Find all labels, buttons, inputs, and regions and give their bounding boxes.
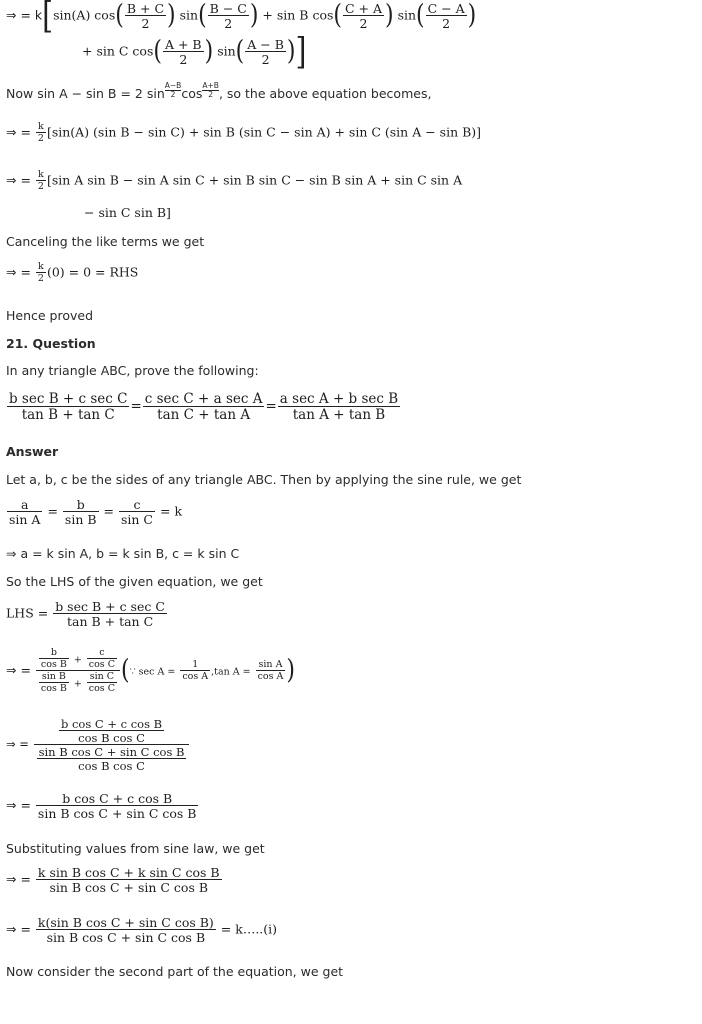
question-heading: 21. Question <box>6 336 96 351</box>
fraction: $\frac{b}{\text{cos B}}$ <box>40 647 67 670</box>
implies-equals: ⇒ = k <box>6 7 43 23</box>
equation-line: ⇒ = $\frac{b}{\text{cos B}}$ + $\frac{c}{\text{cos C}}$ $\frac{\text{sin B}}{\text{cos B}}$ + $\frac{\text{sin C}}{\text{cos C}}$ (∵ sec A = $\frac{1}{\text{cos A}}$ ,tan A = $\frac{\text{sin A}}{\text{cos A}}$ ) <box>6 647 295 694</box>
fraction: $\frac{\text{c sec C + a sec A}}{\text{tan C + tan A}}$ <box>144 391 263 424</box>
paragraph: ⇒ a = k sin A, b = k sin B, c = k sin C <box>6 546 240 561</box>
equation-line: − sin C sin B] <box>84 205 171 220</box>
identity-text: Now sin A − sin B = 2 sin $\frac{A-B}{2}$ cos $\frac{A+B}{2}$ , so the above equation becomes, <box>6 81 432 101</box>
fraction: $\frac{\text{sin C}}{\text{cos C}}$ <box>88 670 115 694</box>
term: + sin C cos <box>82 43 154 59</box>
fraction: $\frac{k}{2}$ <box>37 121 44 144</box>
fraction: $\frac{a}{\text{sin A}}$ <box>9 497 41 528</box>
fraction: $\frac{\text{sin B cos C + sin C cos B}}{\text{cos B cos C}}$ <box>38 745 185 774</box>
equation-line: ⇒ = $\frac{k}{2}$ (0) = 0 = RHS <box>6 261 139 284</box>
answer-heading: Answer <box>6 444 59 459</box>
paragraph: Canceling the like terms we get <box>6 234 205 249</box>
paragraph: Hence proved <box>6 308 94 323</box>
equation-line: $\frac{a}{\text{sin A}}$ = $\frac{b}{\text{sin B}}$ = $\frac{c}{\text{sin C}}$ = k <box>9 497 183 528</box>
equation-line: ⇒ = k[sin(A) cos( $\frac{B + C}{2}$ ) sin( $\frac{B - C}{2}$ ) + sin B cos( $\frac{C + A}{2}$ ) sin( $\frac{C - A}{2}$ ) <box>6 2 476 30</box>
term: + sin B cos <box>262 7 334 23</box>
term: sin(A) cos <box>53 7 116 23</box>
fraction: $\frac{B + C}{2}$ <box>126 1 165 32</box>
fraction: $\frac{c}{\text{sin C}}$ <box>121 497 154 528</box>
fraction: $\frac{k}{2}$ <box>37 169 44 192</box>
equation-line: LHS = $\frac{\text{b sec B + c sec C}}{\text{tan B + tan C}}$ <box>6 599 165 630</box>
fraction: $\frac{\text{b sec B + c sec C}}{\text{tan B + tan C}}$ <box>9 391 128 424</box>
paragraph: So the LHS of the given equation, we get <box>6 574 263 589</box>
paragraph: Substituting values from sine law, we get <box>6 841 265 856</box>
fraction: $\frac{\text{b cos C + c cos B}}{\text{cos B cos C}}$ <box>60 717 163 746</box>
equation-line: ⇒ = $\frac{\text{k(sin B cos C + sin C cos B)}}{\text{sin B cos C + sin C cos B}}$ = k…..(i) <box>6 915 278 946</box>
fraction: $\frac{\text{b cos C + c cos B}}{\text{sin B cos C + sin C cos B}}$ <box>37 791 197 822</box>
paragraph: Now consider the second part of the equation, we get <box>6 964 344 979</box>
term: sin <box>397 7 417 23</box>
equation-line: + sin C cos( $\frac{A + B}{2}$ ) sin( $\frac{A - B}{2}$ )] <box>82 30 307 73</box>
equation-line: ⇒ = $\frac{\text{b cos C + c cos B}}{\text{sin B cos C + sin C cos B}}$ <box>6 791 197 822</box>
open-bracket: [ <box>42 0 54 37</box>
equation-line: ⇒ = $\frac{\text{k sin B cos C + k sin C cos B}}{\text{sin B cos C + sin C cos B}}$ <box>6 865 220 896</box>
fraction: $\frac{A + B}{2}$ <box>164 37 202 68</box>
question-text: In any triangle ABC, prove the following: <box>6 363 259 378</box>
fraction: $\frac{b}{\text{sin B}}$ <box>64 497 97 528</box>
equation-line: ⇒ = $\frac{k}{2}$ [sin A sin B − sin A sin C + sin B sin C − sin B sin A + sin C sin A <box>6 169 463 192</box>
fraction: $\frac{\text{k(sin B cos C + sin C cos B)}}{\text{sin B cos C + sin C cos B}}$ <box>37 915 214 946</box>
fraction: $\frac{\text{sin A}}{\text{cos A}}$ <box>257 658 284 682</box>
fraction: $\frac{\text{sin B}}{\text{cos B}}$ <box>40 670 67 694</box>
compound-fraction <box>34 718 190 772</box>
term: sin <box>179 7 199 23</box>
fraction: $\frac{\text{b sec B + c sec C}}{\text{tan B + tan C}}$ <box>55 599 165 630</box>
fraction: $\frac{C - A}{2}$ <box>427 1 465 32</box>
question-equation: $\frac{\text{b sec B + c sec C}}{\text{tan B + tan C}}$ = $\frac{\text{c sec C + a sec A}}{\text{tan C + tan A}}$ = $\frac{\text{a sec A + b sec B}}{\text{tan A + tan B}}$ <box>9 391 399 424</box>
term: sin <box>217 43 236 59</box>
paragraph: Let a, b, c be the sides of any triangle ABC. Then by applying the sine rule, we get <box>6 472 522 487</box>
close-bracket: ] <box>295 30 307 73</box>
fraction: $\frac{B - C}{2}$ <box>209 1 247 32</box>
fraction: $\frac{1}{\text{cos A}}$ <box>182 658 209 682</box>
compound-fraction: $\frac{b}{\text{cos B}}$ + $\frac{c}{\text{cos C}}$ $\frac{\text{sin B}}{\text{cos B}}$ + $\frac{\text{sin C}}{\text{cos C}}$ <box>36 648 120 694</box>
fraction: $\frac{k}{2}$ <box>37 261 44 284</box>
fraction: $\frac{\text{k sin B cos C + k sin C cos B}}{\text{sin B cos C + sin C cos B}}$ <box>37 865 220 896</box>
equation-line: ⇒ = $\frac{\frac{\text{b cos C + c cos B}}{\text{cos B cos C}}}{\frac{\text{sin B cos C + sin C cos B}}{\text{cos B cos C}}}$ <box>6 718 190 772</box>
fraction: $\frac{\text{a sec A + b sec B}}{\text{tan A + tan B}}$ <box>279 391 399 424</box>
fraction: $\frac{C + A}{2}$ <box>344 1 382 32</box>
superscript-fraction: $\frac{A+B}{2}$ <box>202 81 219 99</box>
superscript-fraction: $\frac{A-B}{2}$ <box>164 81 182 99</box>
fraction: $\frac{c}{\text{cos C}}$ <box>88 647 115 670</box>
equation-line: ⇒ = $\frac{k}{2}$ [sin(A) (sin B − sin C) + sin B (sin C − sin A) + sin C (sin A − sin B)] <box>6 121 482 144</box>
fraction: $\frac{A - B}{2}$ <box>247 37 284 68</box>
